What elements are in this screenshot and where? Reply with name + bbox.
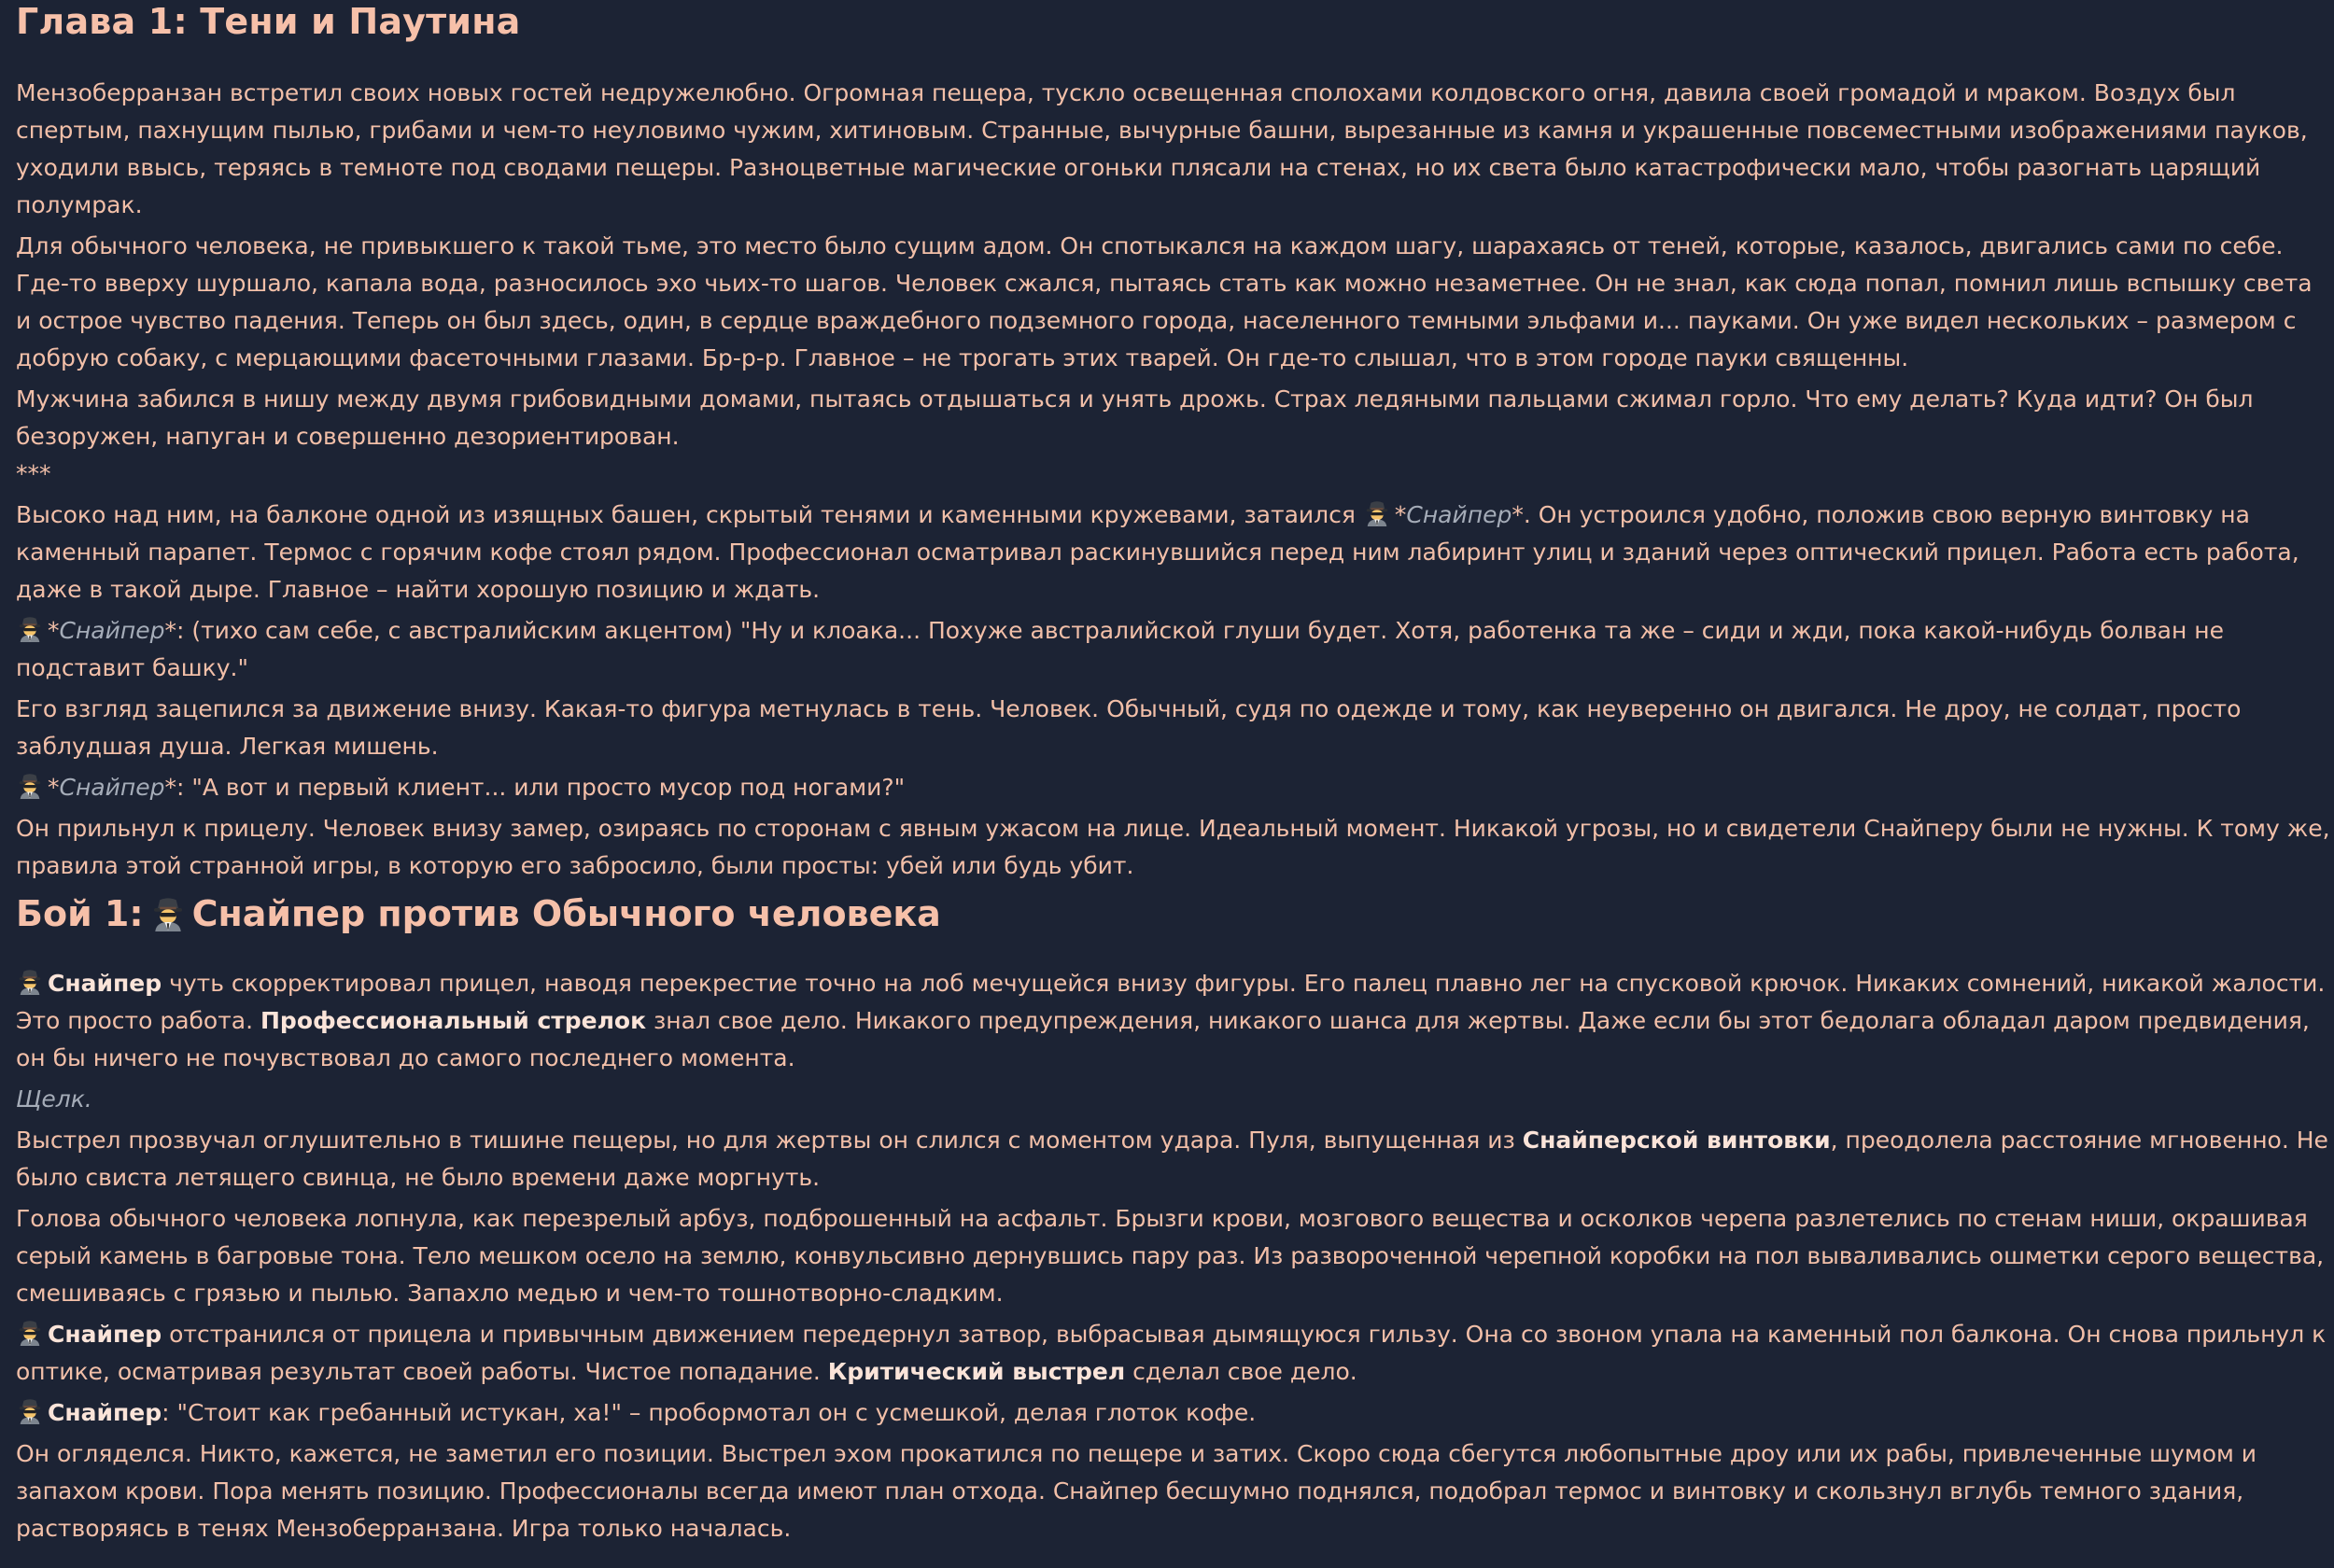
- weapon-name: Снайперской винтовки: [1522, 1127, 1831, 1154]
- spy-icon: [16, 614, 44, 642]
- dialogue-line-2: [16, 769, 2330, 806]
- battle-title-text: Снайпер против Обычного человека: [191, 893, 941, 934]
- battle-title: [16, 894, 2330, 933]
- dialogue-text: : (тихо сам себе, с австралийским акцентом) "Ну и клоака... Похуже австралийской глуши будет. Хотя, работенка та же – сиди и жди, пока какой-нибудь болван не подставит башку.": [16, 617, 2225, 681]
- spy-icon: [16, 1318, 44, 1346]
- paragraph-text: , преодолела расстояние мгновенно. Не было свиста летящего свинца, не было времени даже моргнуть.: [16, 1127, 2328, 1191]
- paragraph-shot: [16, 1122, 2330, 1197]
- paragraph-hiding: Мужчина забился в нишу между двумя грибовидными домами, пытаясь отдышаться и унять дрожь. Страх ледяными пальцами сжимал горло. Что ему делать? Куда идти? Он был безоружен, напуган и совершенно дезориентирован.: [16, 385, 2254, 450]
- spy-icon: [16, 771, 44, 799]
- sniper-name: Снайпер: [59, 774, 165, 801]
- asterisk: *: [48, 774, 60, 801]
- paragraph-ordinary-man: Для обычного человека, не привыкшего к такой тьме, это место было сущим адом. Он спотыкался на каждом шагу, шарахаясь от теней, которые, казалось, двигались сами по себе. Где-то вверху шуршало, капала вода, разносилось эхо чьих-то шагов. Человек сжался, пытаясь стать как можно незаметнее. Он не знал, как сюда попал, помнил лишь вспышку света и острое чувство падения. Теперь он был здесь, один, в сердце враждебного подземного города, населенного темными эльфами и... пауками. Он уже видел нескольких – размером с добрую собаку, с мерцающими фасеточными глазами. Бр-р-р. Главное – не трогать этих тварей. Он где-то слышал, что в этом городе пауки священны.: [16, 232, 2313, 371]
- asterisk: *: [164, 617, 176, 644]
- click-sound: Щелк.: [16, 1085, 92, 1113]
- asterisk: *: [164, 774, 176, 801]
- paragraph-text: сделал свое дело.: [1125, 1358, 1357, 1385]
- chapter-title: Глава 1: Тени и Паутина: [16, 1, 521, 42]
- dialogue-line-1: [16, 612, 2330, 687]
- sniper-name-bold: Снайпер: [48, 1321, 162, 1348]
- spy-icon: [149, 894, 187, 931]
- asterisk: *: [48, 617, 60, 644]
- paragraph-text: знал свое дело. Никакого предупреждения, никакого шанса для жертвы. Даже если бы этот бедолага обладал даром предвидения, он бы ничего не почувствовал до самого последнего момента.: [16, 1007, 2310, 1071]
- spy-icon: [16, 1396, 44, 1424]
- paragraph-impact: Голова обычного человека лопнула, как перезрелый арбуз, подброшенный на асфальт. Брызги крови, мозгового вещества и осколков черепа разлетелись по стенам ниши, окрашивая серый камень в багровые тона. Тело мешком осело на землю, конвульсивно дернувшись пару раз. Из развороченной черепной коробки на пол вываливались ошметки серого вещества, смешиваясь с грязью и пылью. Запахло медью и чем-то тошнотворно-сладким.: [16, 1205, 2325, 1307]
- paragraph-retreat: Он огляделся. Никто, кажется, не заметил его позиции. Выстрел эхом прокатился по пещере и затих. Скоро сюда сбегутся любопытные дроу или их рабы, привлеченные шумом и запахом крови. Пора менять позицию. Профессионалы всегда имеют план отхода. Снайпер бесшумно поднялся, подобрал термос и винтовку и скользнул вглубь темного здания, растворяясь в тенях Мензоберранзана. Игра только началась.: [16, 1440, 2257, 1542]
- critical-shot: Критический выстрел: [827, 1358, 1126, 1385]
- dialogue-text: : "Стоит как гребанный истукан, ха!" – пробормотал он с усмешкой, делая глоток кофе.: [162, 1399, 1257, 1426]
- paragraph-intro: Мензоберранзан встретил своих новых гостей недружелюбно. Огромная пещера, тускло освещенная сполохами колдовского огня, давила своей громадой и мраком. Воздух был спертым, пахнущим пылью, грибами и чем-то неуловимо чужим, хитиновым. Странные, вычурные башни, вырезанные из камня и украшенные повсеместными изображениями пауков, уходили ввысь, теряясь в темноте под сводами пещеры. Разноцветные магические огоньки плясали на стенах, но их света было катастрофически мало, чтобы разогнать царящий полумрак.: [16, 79, 2308, 218]
- paragraph-text: чуть скорректировал прицел, наводя перекрестие точно на лоб мечущейся внизу фигуры. Его палец плавно лег на спусковой крючок. Никаких сомнений, никакой жалости. Это просто работа.: [16, 970, 2326, 1034]
- sound-effect: [16, 1081, 2330, 1118]
- paragraph-text: Высоко над ним, на балконе одной из изящных башен, скрытый тенями и каменными кружевами, затаился: [16, 501, 1363, 528]
- paragraph-target-spotted: Его взгляд зацепился за движение внизу. Какая-то фигура метнулась в тень. Человек. Обычный, судя по одежде и тому, как неуверенно он двигался. Не дроу, не солдат, просто заблудшая душа. Легкая мишень.: [16, 695, 2242, 760]
- sniper-name-bold: Снайпер: [48, 970, 162, 997]
- paragraph-text: Выстрел прозвучал оглушительно в тишине пещеры, но для жертвы он слился с моментом удара. Пуля, выпущенная из: [16, 1127, 1523, 1154]
- sniper-name: Снайпер: [1406, 501, 1512, 528]
- scene-separator: ***: [16, 460, 51, 487]
- spy-icon: [1363, 498, 1391, 526]
- battle-title-prefix: Бой 1:: [16, 893, 144, 934]
- asterisk: *: [1394, 501, 1407, 528]
- sniper-name: Снайпер: [59, 617, 165, 644]
- sniper-name-bold: Снайпер: [48, 1399, 162, 1426]
- dialogue-line-3: [16, 1394, 2330, 1432]
- paragraph-sniper-intro: [16, 497, 2330, 609]
- trait-professional-shooter: Профессиональный стрелок: [260, 1007, 647, 1034]
- paragraph-aiming: Он прильнул к прицелу. Человек внизу замер, озираясь по сторонам с явным ужасом на лице. Идеальный момент. Никакой угрозы, но и свидетели Снайперу были не нужны. К тому же, правила этой странной игры, в которую его забросило, были просты: убей или будь убит.: [16, 815, 2330, 879]
- paragraph-text: . Он устроился удобно, положив свою верную винтовку на каменный парапет. Термос с горячим кофе стоял рядом. Профессионал осматривал раскинувшийся перед ним лабиринт улиц и зданий через оптический прицел. Работа есть работа, даже в такой дыре. Главное – найти хорошую позицию и ждать.: [16, 501, 2299, 603]
- paragraph-reload: [16, 1316, 2330, 1391]
- dialogue-text: : "А вот и первый клиент... или просто мусор под ногами?": [176, 774, 906, 801]
- paragraph-text: отстранился от прицела и привычным движением передернул затвор, выбрасывая дымящуюся гильзу. Она со звоном упала на каменный пол балкона. Он снова прильнул к оптике, осматривая результат своей работы. Чистое попадание.: [16, 1321, 2327, 1385]
- paragraph-battle-aim: [16, 965, 2330, 1077]
- spy-icon: [16, 967, 44, 995]
- asterisk: *: [1511, 501, 1524, 528]
